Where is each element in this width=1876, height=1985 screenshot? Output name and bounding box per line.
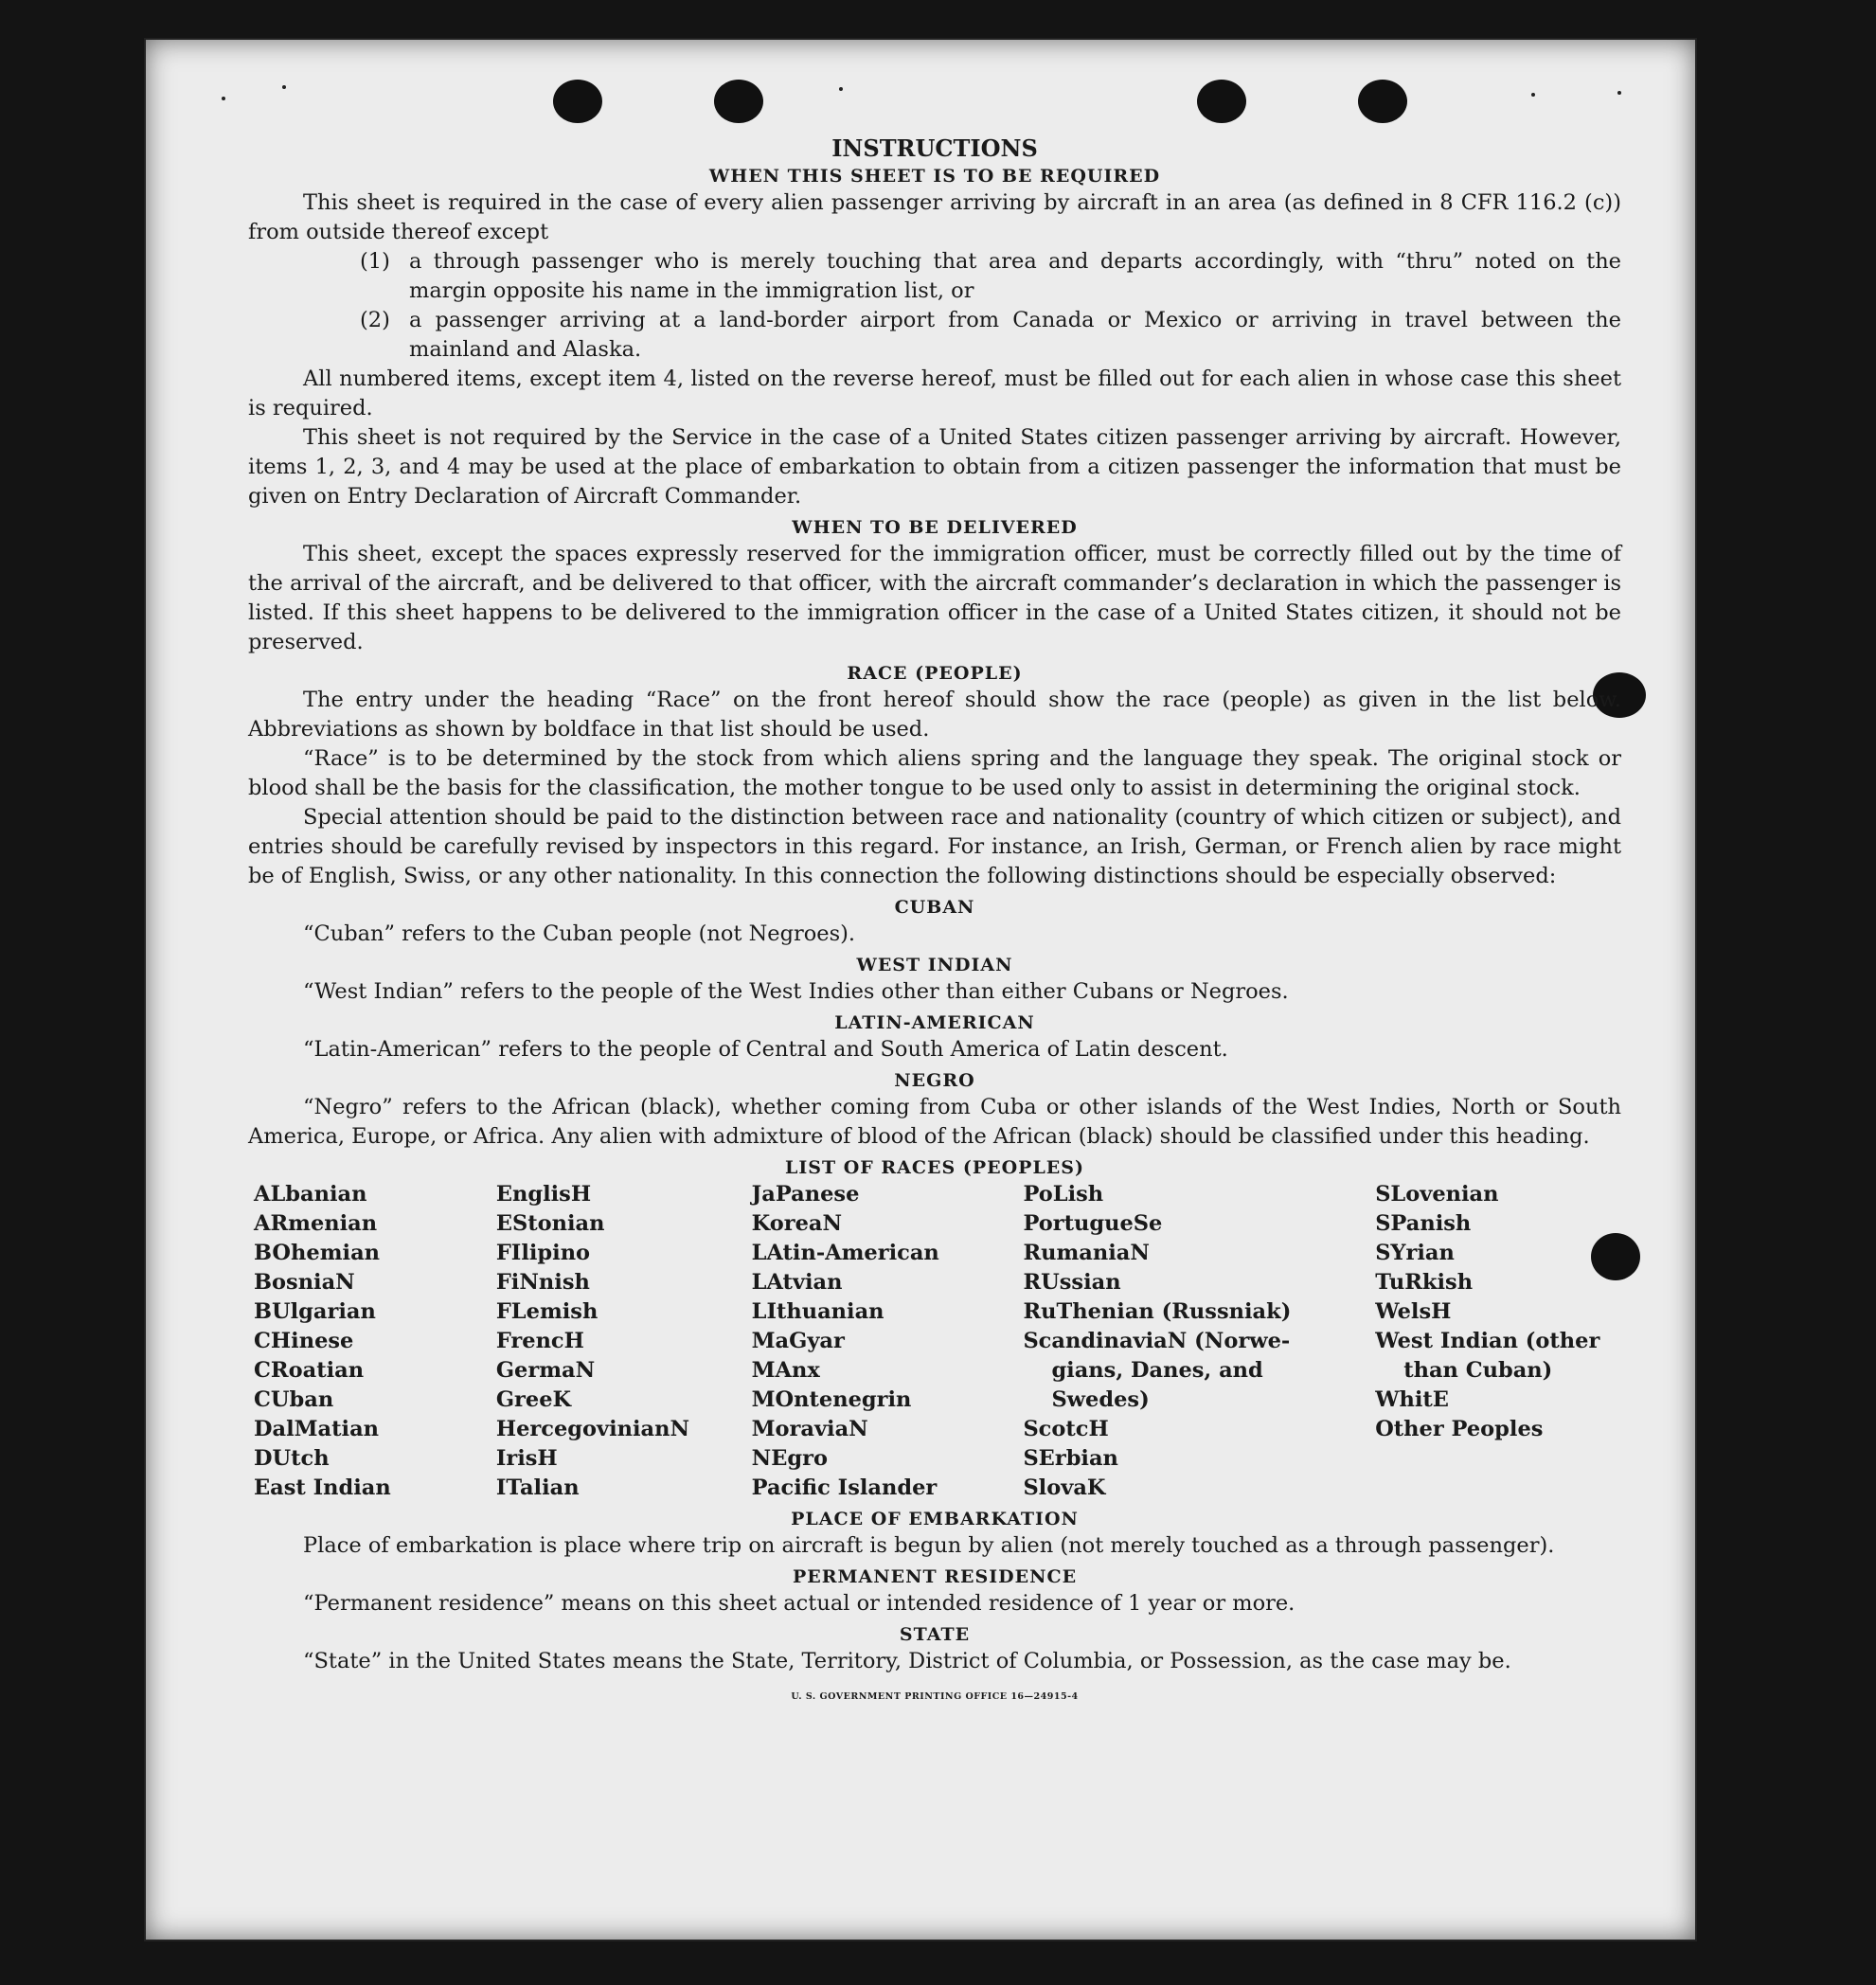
race-entry: West Indian (other xyxy=(1375,1329,1600,1353)
race-entry: SYrian xyxy=(1375,1241,1455,1265)
race-entry: SlovaK xyxy=(1023,1475,1106,1500)
race-entry: MOntenegrin xyxy=(751,1387,912,1412)
paragraph-race-stock: “Race” is to be determined by the stock from which aliens spring and the language they speak. The original stock or blood shall be the basis for the classification, the mother tongue to be used only to assist in determining the original stock. xyxy=(248,746,1621,800)
race-entry: ALbanian xyxy=(254,1182,367,1207)
paragraph-race-entry: The entry under the heading “Race” on the front hereof should show the race (people) as given in the list below. Abbreviations as shown by boldface in that list should be used. xyxy=(248,688,1621,742)
speck xyxy=(1617,91,1621,95)
race-entry-continuation: than Cuban) xyxy=(1403,1358,1553,1383)
heading-race: RACE (PEOPLE) xyxy=(847,663,1023,684)
punch-hole xyxy=(1358,80,1407,123)
race-entry: MAnx xyxy=(751,1358,820,1383)
race-entry: PoLish xyxy=(1023,1182,1104,1207)
race-entry: LIthuanian xyxy=(751,1299,884,1324)
races-column-1 xyxy=(248,1180,496,1503)
race-entry: IrisH xyxy=(495,1446,558,1471)
race-entry: WhitE xyxy=(1375,1387,1449,1412)
race-entry: EStonian xyxy=(495,1211,605,1236)
exception-list xyxy=(360,247,1621,365)
paragraph-intro: This sheet is required in the case of every alien passenger arriving by aircraft in an area (as defined in 8 CFR 116.2 (c)) from outside thereof except xyxy=(248,190,1621,244)
heading-west-indian: WEST INDIAN xyxy=(856,955,1013,975)
paragraph-negro: “Negro” refers to the African (black), whether coming from Cuba or other islands of the West Indies, North or South America, Europe, or Africa. Any alien with admixture of blood of the African (black) should be classified under this heading. xyxy=(248,1095,1621,1149)
heading-cuban: CUBAN xyxy=(894,897,975,918)
exception-number: (1) xyxy=(360,249,390,274)
race-entry: FrencH xyxy=(495,1329,584,1353)
race-entry-continuation: Swedes) xyxy=(1051,1387,1150,1412)
heading-negro: NEGRO xyxy=(894,1070,975,1091)
race-entry: Pacific Islander xyxy=(751,1475,938,1500)
races-column-5 xyxy=(1375,1180,1621,1503)
race-entry: FiNnish xyxy=(495,1270,590,1295)
race-entry: WelsH xyxy=(1375,1299,1452,1324)
speck xyxy=(839,87,843,91)
paragraph-numbered-items: All numbered items, except item 4, listed on the reverse hereof, must be filled out for each alien in whose case this sheet is required. xyxy=(248,367,1621,420)
race-entry: FIlipino xyxy=(495,1241,591,1265)
punch-hole xyxy=(714,80,763,123)
race-entry: SPanish xyxy=(1375,1211,1472,1236)
race-entry: ScotcH xyxy=(1023,1417,1109,1441)
heading-embarkation: PLACE OF EMBARKATION xyxy=(791,1509,1079,1529)
speck xyxy=(282,85,286,89)
race-entry: ScandinaviaN (Norwe- xyxy=(1023,1329,1291,1353)
race-entry: DUtch xyxy=(254,1446,330,1471)
page-title: INSTRUCTIONS xyxy=(831,134,1038,162)
race-entry: NEgro xyxy=(751,1446,828,1471)
paragraph-citizen: This sheet is not required by the Service in the case of a United States citizen passenger arriving by aircraft. However, items 1, 2, 3, and 4 may be used at the place of embarkation to obtain from a citizen passenger the information that must be given on Entry Declaration of Aircraft Commander. xyxy=(248,425,1621,509)
race-entry: FLemish xyxy=(495,1299,599,1324)
heading-list-of-races: LIST OF RACES (PEOPLES) xyxy=(785,1157,1084,1178)
race-entry: BosniaN xyxy=(254,1270,355,1295)
race-entry: SLovenian xyxy=(1375,1182,1499,1207)
race-entry: CUban xyxy=(254,1387,334,1412)
paragraph-delivery: This sheet, except the spaces expressly reserved for the immigration officer, must be correctly filled out by the time of the arrival of the aircraft, and be delivered to that officer, with the aircraft commander’s declaration in which the passenger is listed. If this sheet happens to be delivered to the immigration officer in the case of a United States citizen, it should not be preserved. xyxy=(248,542,1621,654)
exception-item xyxy=(360,306,1621,365)
races-column-4 xyxy=(1023,1180,1375,1503)
races-column-2 xyxy=(496,1180,752,1503)
paragraph-latin-american: “Latin-American” refers to the people of Central and South America of Latin descent. xyxy=(303,1037,1228,1062)
heading-latin-american: LATIN-AMERICAN xyxy=(834,1012,1035,1033)
race-entry: DalMatian xyxy=(254,1417,380,1441)
exception-text: a passenger arriving at a land-border airport from Canada or Mexico or arriving in travel between the mainland and Alaska. xyxy=(409,308,1621,362)
printing-office-imprint: U. S. GOVERNMENT PRINTING OFFICE 16—24915-4 xyxy=(791,1691,1079,1702)
race-entry: ARmenian xyxy=(254,1211,378,1236)
heading-when-delivered: WHEN TO BE DELIVERED xyxy=(792,517,1078,538)
races-list xyxy=(248,1180,1621,1503)
paragraph-residence: “Permanent residence” means on this sheet actual or intended residence of 1 year or more. xyxy=(303,1591,1295,1616)
race-entry: HercegovinianN xyxy=(495,1417,690,1441)
race-entry: MoraviaN xyxy=(751,1417,868,1441)
race-entry: SErbian xyxy=(1023,1446,1118,1471)
race-entry: LAtin-American xyxy=(751,1241,939,1265)
race-entry: BUlgarian xyxy=(254,1299,376,1324)
paragraph-west-indian: “West Indian” refers to the people of the West Indies other than either Cubans or Negroes. xyxy=(303,979,1289,1004)
race-entry: JaPanese xyxy=(751,1182,860,1207)
document-sheet xyxy=(144,38,1697,1941)
punch-hole xyxy=(1197,80,1246,123)
races-column-3 xyxy=(752,1180,1024,1503)
race-entry: KoreaN xyxy=(751,1211,843,1236)
exception-number: (2) xyxy=(360,308,390,332)
race-entry: CHinese xyxy=(254,1329,354,1353)
race-entry: PortugueSe xyxy=(1023,1211,1163,1236)
race-entry: CRoatian xyxy=(254,1358,365,1383)
race-entry: LAtvian xyxy=(751,1270,843,1295)
race-entry: GreeK xyxy=(495,1387,572,1412)
race-entry: MaGyar xyxy=(751,1329,845,1353)
exception-item xyxy=(360,247,1621,306)
heading-state: STATE xyxy=(899,1624,971,1645)
race-entry: RUssian xyxy=(1023,1270,1121,1295)
paragraph-embarkation: Place of embarkation is place where trip on aircraft is begun by alien (not merely touched as a through passenger). xyxy=(303,1533,1555,1558)
race-entry: EnglisH xyxy=(495,1182,592,1207)
race-entry: Other Peoples xyxy=(1375,1417,1544,1441)
race-entry: ITalian xyxy=(495,1475,580,1500)
exception-text: a through passenger who is merely touching that area and departs accordingly, with “thru” noted on the margin opposite his name in the immigration list, or xyxy=(409,249,1621,303)
speck xyxy=(1531,93,1535,97)
race-entry-continuation: gians, Danes, and xyxy=(1051,1358,1263,1383)
race-entry: TuRkish xyxy=(1375,1270,1474,1295)
paragraph-race-nationality: Special attention should be paid to the distinction between race and nationality (country of which citizen or subject), and entries should be carefully revised by inspectors in this regard. For instance, an Irish, German, or French alien by race might be of English, Swiss, or any other nationality. In this connection the following distinctions should be especially observed: xyxy=(248,805,1621,888)
race-entry: RuThenian (Russniak) xyxy=(1023,1299,1292,1324)
punch-hole xyxy=(553,80,602,123)
race-entry: RumaniaN xyxy=(1023,1241,1150,1265)
race-entry: BOhemian xyxy=(254,1241,381,1265)
instructions-content xyxy=(248,134,1621,1702)
race-entry: GermaN xyxy=(495,1358,596,1383)
paragraph-cuban: “Cuban” refers to the Cuban people (not Negroes). xyxy=(303,921,856,946)
heading-permanent-residence: PERMANENT RESIDENCE xyxy=(792,1566,1078,1587)
paragraph-state: “State” in the United States means the State, Territory, District of Columbia, or Possession, as the case may be. xyxy=(303,1649,1511,1673)
heading-when-required: WHEN THIS SHEET IS TO BE REQUIRED xyxy=(708,166,1161,187)
speck xyxy=(222,97,225,100)
race-entry: East Indian xyxy=(254,1475,391,1500)
